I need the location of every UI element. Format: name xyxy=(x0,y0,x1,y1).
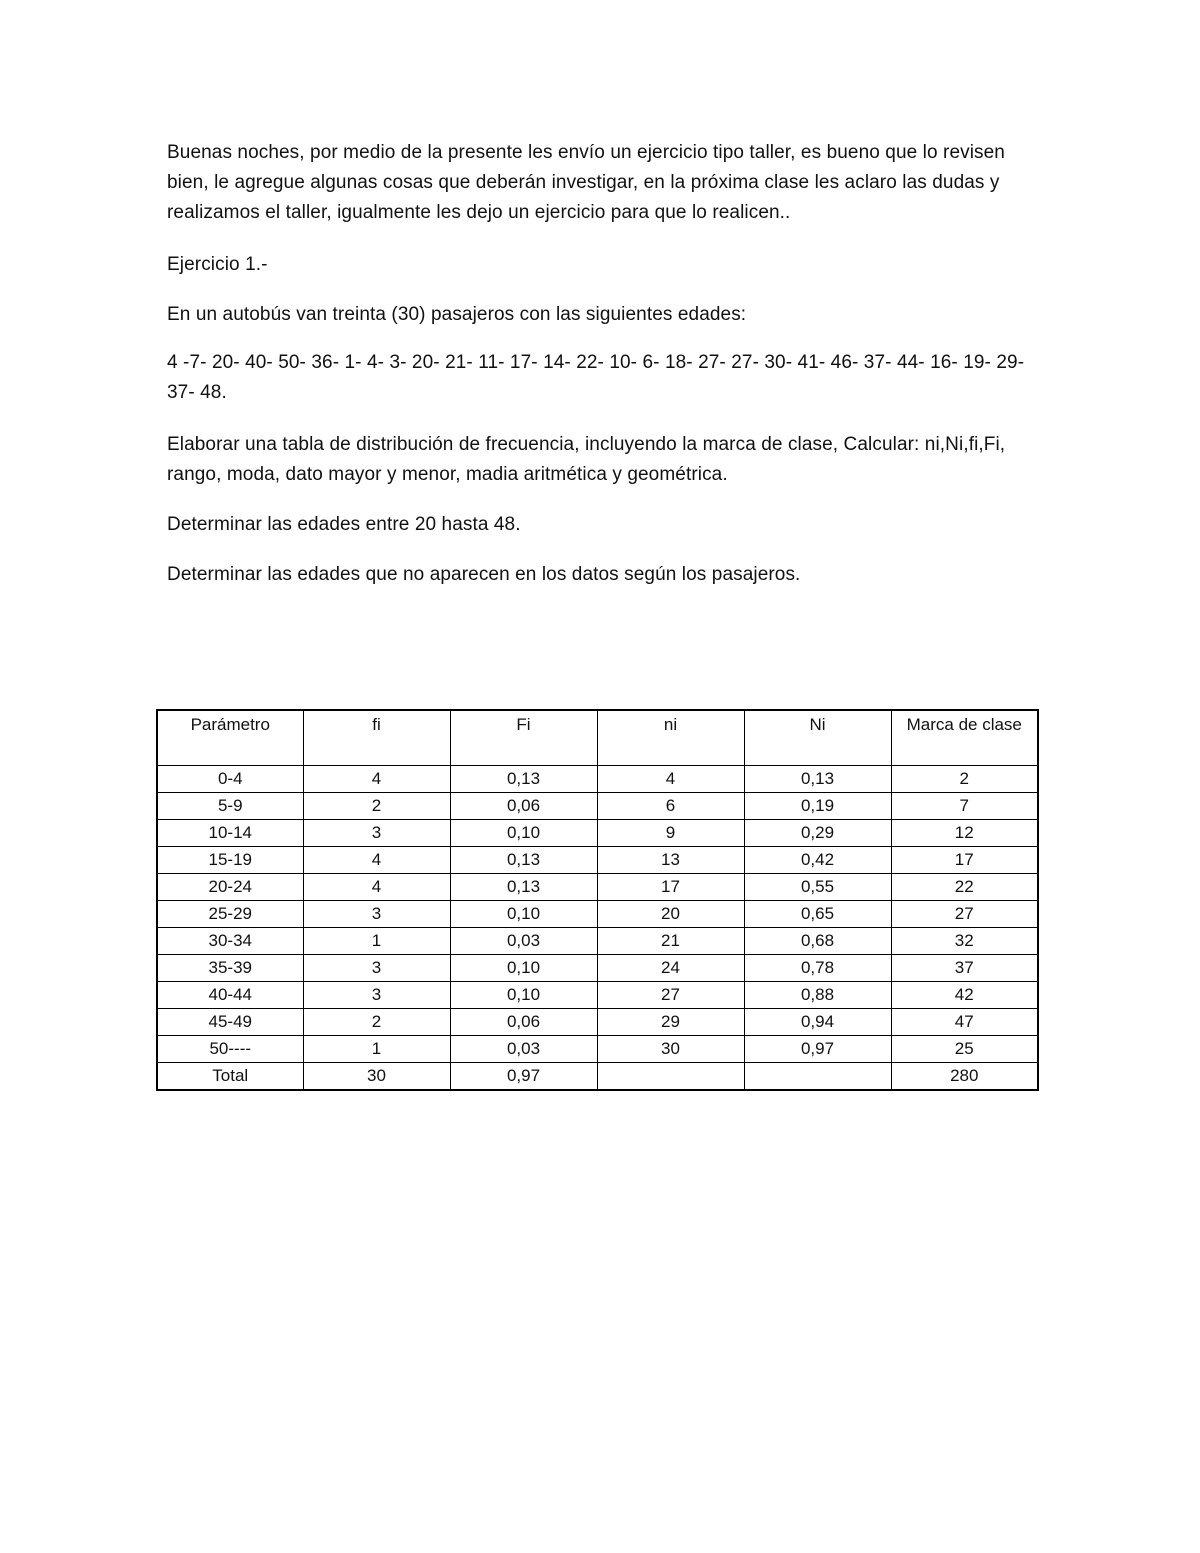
table-cell: 40-44 xyxy=(157,982,303,1009)
table-cell: 0,13 xyxy=(450,874,597,901)
table-cell: 25 xyxy=(891,1036,1038,1063)
table-cell: 13 xyxy=(597,847,744,874)
table-cell: 2 xyxy=(303,1009,450,1036)
table-cell: 1 xyxy=(303,928,450,955)
table-cell: 0,97 xyxy=(744,1036,891,1063)
table-cell: 50---- xyxy=(157,1036,303,1063)
table-cell: 2 xyxy=(303,793,450,820)
table-cell: 47 xyxy=(891,1009,1038,1036)
table-cell: 0,94 xyxy=(744,1009,891,1036)
table-cell: 2 xyxy=(891,766,1038,793)
table-row xyxy=(157,982,1038,1009)
table-cell: 0,97 xyxy=(450,1063,597,1091)
table-cell: 0,06 xyxy=(450,793,597,820)
table-row xyxy=(157,847,1038,874)
table-cell: 45-49 xyxy=(157,1009,303,1036)
table-cell: 4 xyxy=(303,766,450,793)
table-cell: 0,55 xyxy=(744,874,891,901)
table-cell: 27 xyxy=(597,982,744,1009)
table-cell: 0-4 xyxy=(157,766,303,793)
table-cell: 30 xyxy=(597,1036,744,1063)
table-cell: 29 xyxy=(597,1009,744,1036)
table-row xyxy=(157,1036,1038,1063)
table-cell: 17 xyxy=(891,847,1038,874)
table-cell: 30 xyxy=(303,1063,450,1091)
intro-paragraph: Buenas noches, por medio de la presente les envío un ejercicio tipo taller, es bueno que lo revisen bien, le agregue algunas cosas que deberán investigar, en la próxima clase les aclaro las dudas y realizamos el taller, igualmente les dejo un ejercicio para que lo realicen.. xyxy=(167,142,1005,223)
table-cell: 42 xyxy=(891,982,1038,1009)
table-cell: 6 xyxy=(597,793,744,820)
table-cell: 9 xyxy=(597,820,744,847)
table-cell: 0,03 xyxy=(450,928,597,955)
header-fi-rel: Fi xyxy=(450,710,597,766)
table-cell: 5-9 xyxy=(157,793,303,820)
frequency-table xyxy=(156,709,1039,1091)
table-cell: 0,13 xyxy=(744,766,891,793)
header-ni-rel: Ni xyxy=(744,710,891,766)
table-cell: 3 xyxy=(303,901,450,928)
table-header-row xyxy=(157,710,1038,766)
table-cell: 1 xyxy=(303,1036,450,1063)
table-cell: 0,65 xyxy=(744,901,891,928)
table-row xyxy=(157,874,1038,901)
table-cell: 0,88 xyxy=(744,982,891,1009)
determine-ages-range: Determinar las edades entre 20 hasta 48. xyxy=(167,514,521,535)
table-cell: 0,10 xyxy=(450,820,597,847)
header-ni-abs: ni xyxy=(597,710,744,766)
table-cell: 3 xyxy=(303,955,450,982)
ages-data-list: 4 -7- 20- 40- 50- 36- 1- 4- 3- 20- 21- 11- 17- 14- 22- 10- 6- 18- 27- 27- 30- 41- 46- 37- 44- 16- 19- 29- 37- 48. xyxy=(167,352,1025,403)
table-cell: 280 xyxy=(891,1063,1038,1091)
table-cell: 12 xyxy=(891,820,1038,847)
table-total-row xyxy=(157,1063,1038,1091)
table-body xyxy=(157,766,1038,1091)
table-cell: 0,10 xyxy=(450,901,597,928)
header-parametro: Parámetro xyxy=(157,710,303,766)
table-cell: 25-29 xyxy=(157,901,303,928)
header-marca-clase: Marca de clase xyxy=(891,710,1038,766)
table-cell: 4 xyxy=(597,766,744,793)
table-cell xyxy=(597,1063,744,1091)
table-cell: 0,10 xyxy=(450,982,597,1009)
table-cell: 24 xyxy=(597,955,744,982)
table-row xyxy=(157,901,1038,928)
table-cell: 4 xyxy=(303,874,450,901)
table-cell: 0,78 xyxy=(744,955,891,982)
table-cell: Total xyxy=(157,1063,303,1091)
table-cell: 0,68 xyxy=(744,928,891,955)
table-cell: 20 xyxy=(597,901,744,928)
table-cell: 10-14 xyxy=(157,820,303,847)
table-row xyxy=(157,955,1038,982)
determine-missing-ages: Determinar las edades que no aparecen en los datos según los pasajeros. xyxy=(167,564,801,585)
table-cell: 32 xyxy=(891,928,1038,955)
table-row xyxy=(157,766,1038,793)
table-cell: 20-24 xyxy=(157,874,303,901)
table-cell: 35-39 xyxy=(157,955,303,982)
table-cell: 0,19 xyxy=(744,793,891,820)
table-cell: 0,42 xyxy=(744,847,891,874)
table-cell: 4 xyxy=(303,847,450,874)
table-cell: 22 xyxy=(891,874,1038,901)
table-cell: 15-19 xyxy=(157,847,303,874)
table-cell: 0,03 xyxy=(450,1036,597,1063)
table-row xyxy=(157,793,1038,820)
table-cell: 0,13 xyxy=(450,847,597,874)
table-cell: 3 xyxy=(303,820,450,847)
exercise-statement: En un autobús van treinta (30) pasajeros con las siguientes edades: xyxy=(167,304,747,325)
task-paragraph: Elaborar una tabla de distribución de frecuencia, incluyendo la marca de clase, Calcular: ni,Ni,fi,Fi, rango, moda, dato mayor y menor, madia aritmética y geométrica. xyxy=(167,434,1006,485)
exercise-title: Ejercicio 1.- xyxy=(167,254,268,275)
table-cell: 0,29 xyxy=(744,820,891,847)
table-cell: 0,10 xyxy=(450,955,597,982)
table-cell: 0,06 xyxy=(450,1009,597,1036)
table-cell xyxy=(744,1063,891,1091)
table-cell: 27 xyxy=(891,901,1038,928)
table-row xyxy=(157,1009,1038,1036)
table-row xyxy=(157,820,1038,847)
header-fi-abs: fi xyxy=(303,710,450,766)
table-cell: 3 xyxy=(303,982,450,1009)
table-cell: 21 xyxy=(597,928,744,955)
table-cell: 0,13 xyxy=(450,766,597,793)
table-cell: 17 xyxy=(597,874,744,901)
table-cell: 7 xyxy=(891,793,1038,820)
table-cell: 37 xyxy=(891,955,1038,982)
table-row xyxy=(157,928,1038,955)
table-cell: 30-34 xyxy=(157,928,303,955)
